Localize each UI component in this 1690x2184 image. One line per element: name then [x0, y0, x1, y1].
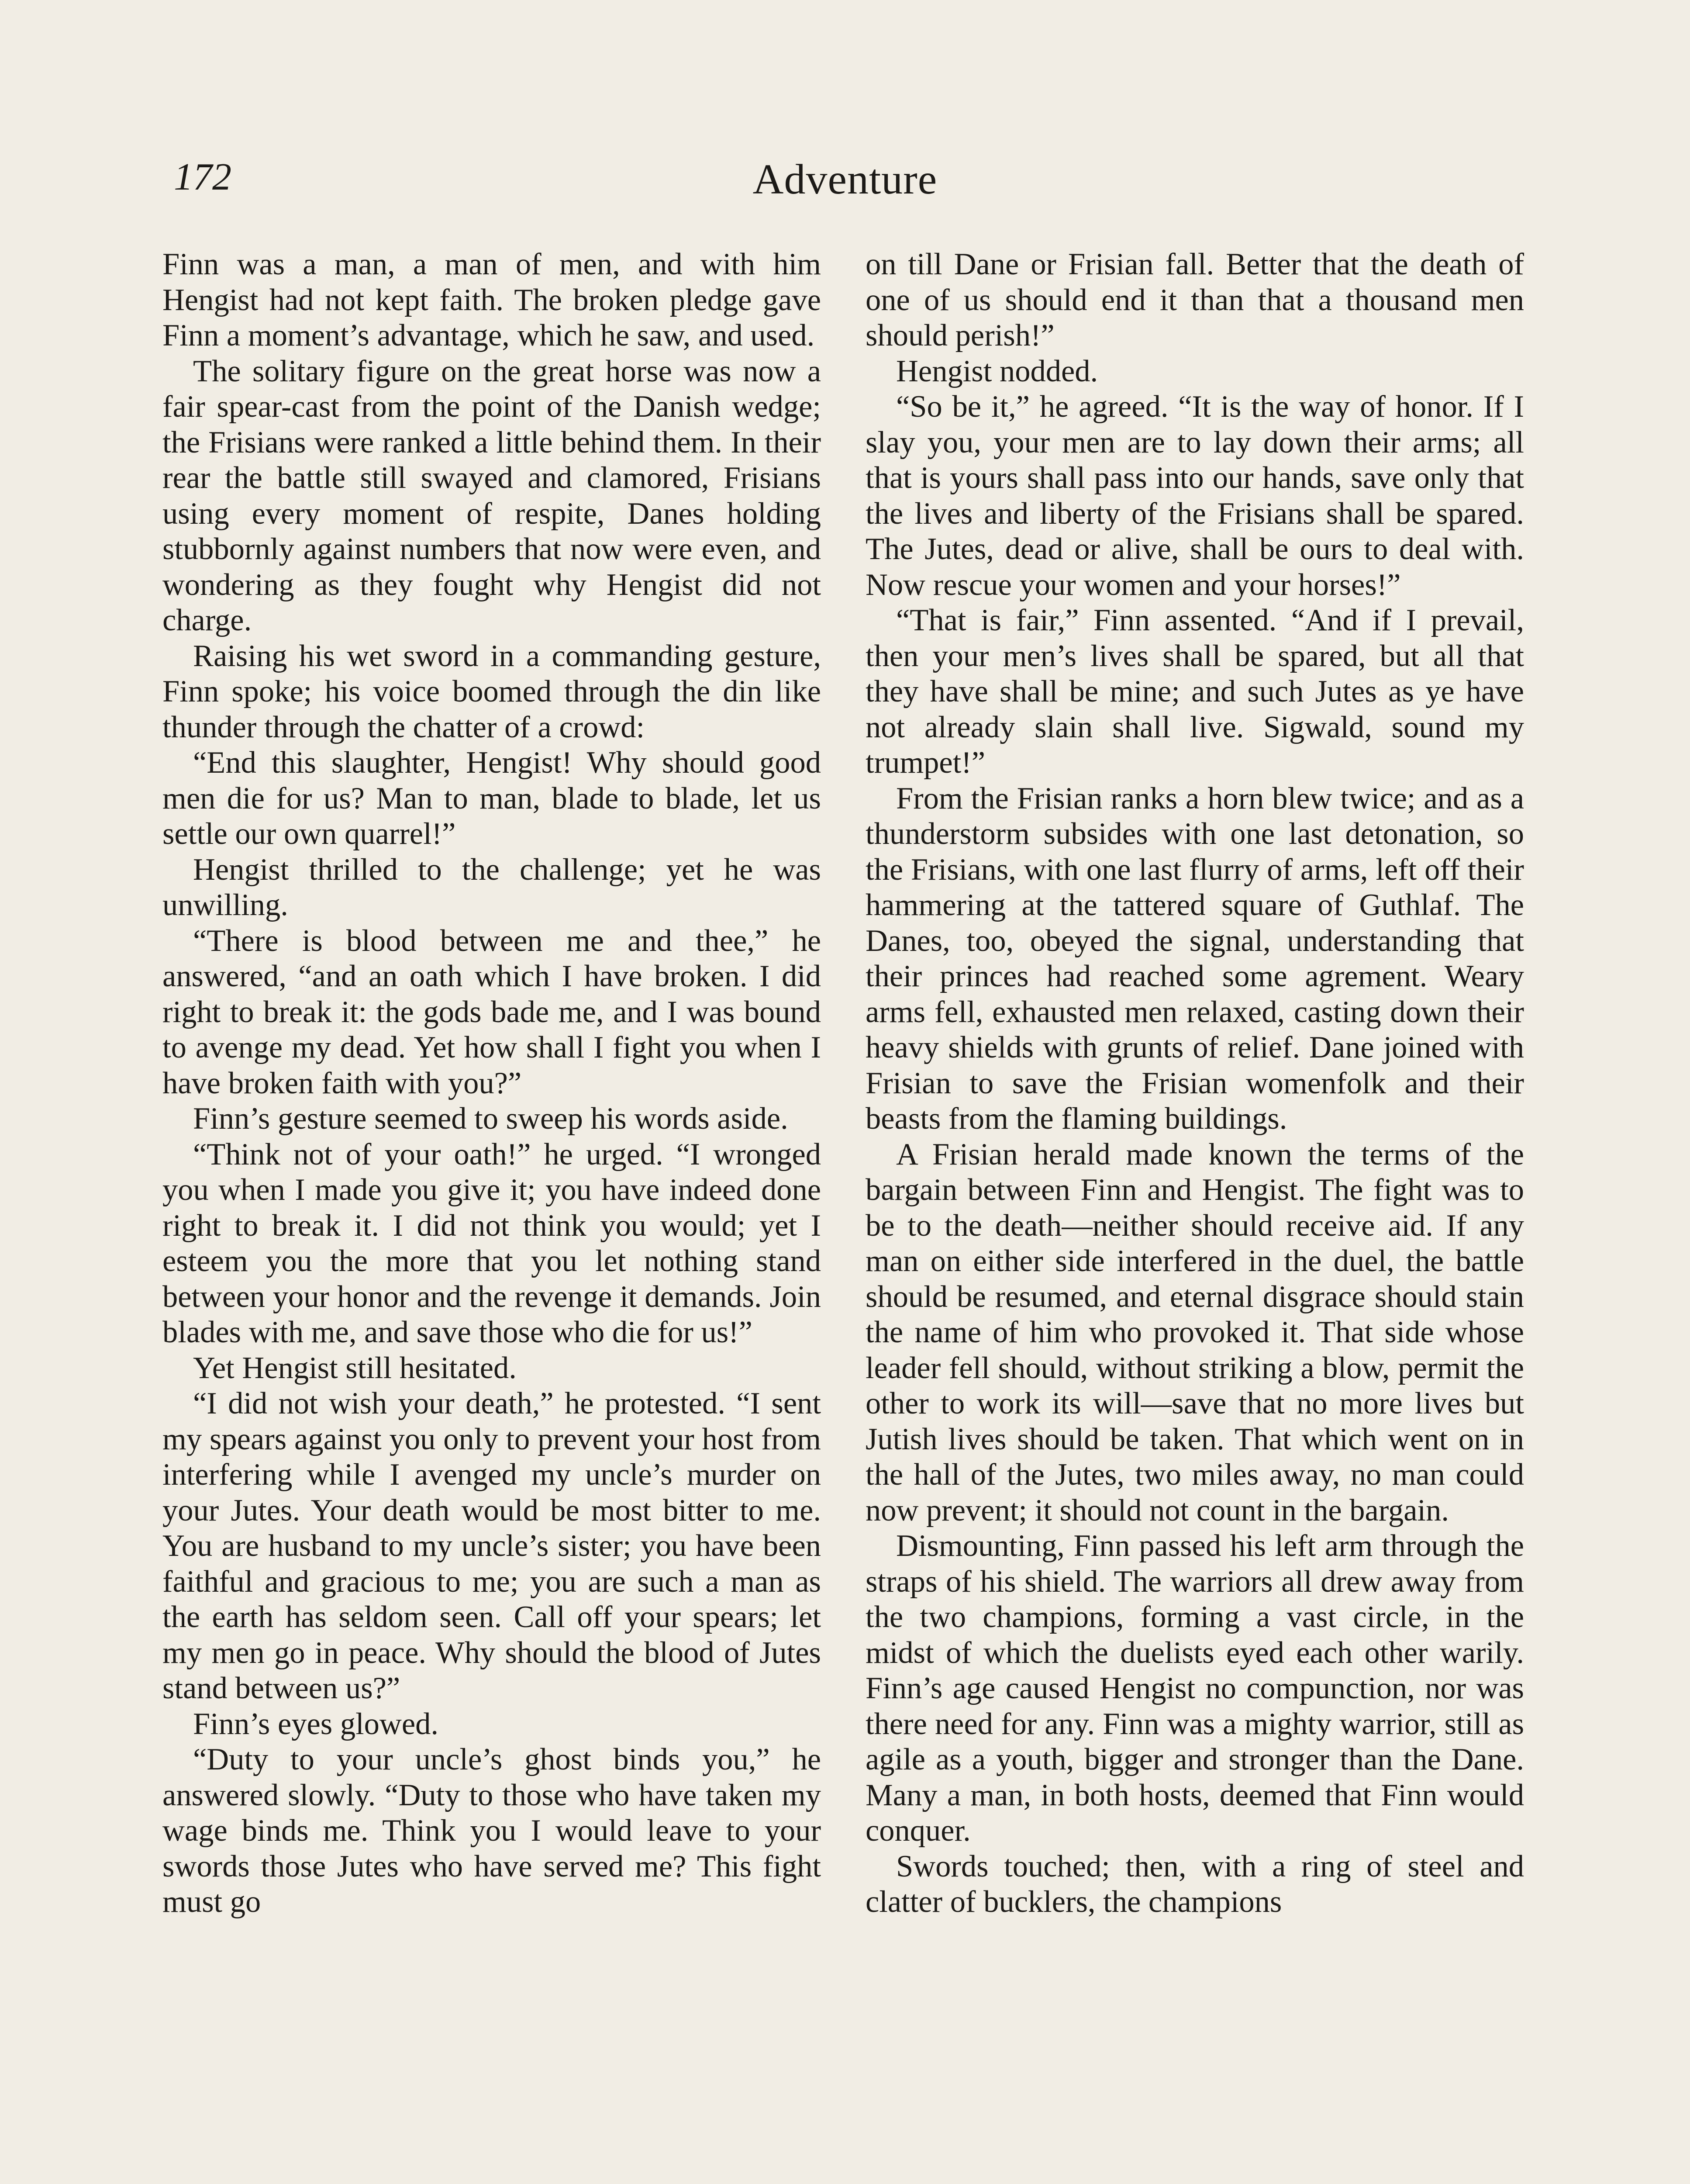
paragraph: Hengist thrilled to the challenge; yet he was unwilling. — [162, 852, 821, 922]
paragraph: Raising his wet sword in a commanding gesture, Finn spoke; his voice boomed through the din like thunder through the chatter of a crowd: — [162, 639, 821, 744]
paragraph: “Think not of your oath!” he urged. “I wronged you when I made you give it; you have indeed done right to break it. I did not think you would; yet I esteem you the more that you let nothing stand between your honor and the revenge it demands. Join blades with me, and save those who die for us!” — [162, 1137, 821, 1349]
paragraph: “Duty to your uncle’s ghost binds you,” he answered slowly. “Duty to those who have taken my wage binds me. Think you I would leave to your swords those Jutes who have served me? This fight must go — [162, 1742, 821, 1919]
paragraph: A Frisian herald made known the terms of the bargain between Finn and Hengist. The fight was to be to the death—neither should receive aid. If any man on either side interfered in the duel, the battle should be resumed, and eternal disgrace should stain the name of him who provoked it. That side whose leader fell should, without striking a blow, permit the other to work its will—save that no more lives but Jutish lives should be taken. That which went on in the hall of the Jutes, two miles away, no man could now prevent; it should not count in the bargain. — [866, 1137, 1524, 1527]
paragraph: Swords touched; then, with a ring of steel and clatter of bucklers, the champions — [866, 1849, 1524, 1919]
paragraph: Yet Hengist still hesitated. — [193, 1351, 517, 1385]
running-head: Adventure — [752, 156, 938, 203]
right-column — [866, 247, 1524, 2184]
paragraph: “That is fair,” Finn assented. “And if I prevail, then your men’s lives shall be spared, but all that they have shall be mine; and such Jutes as ye have not already slain shall live. Sigwald, sound my trumpet!” — [866, 603, 1524, 780]
paragraph: From the Frisian ranks a horn blew twice; and as a thunderstorm subsides with one last detonation, so the Frisians, with one last flurry of arms, left off their hammering at the tattered square of Guthlaf. The Danes, too, obeyed the signal, understanding that their princes had reached some agrement. Weary arms fell, exhausted men relaxed, casting down their heavy shields with grunts of relief. Dane joined with Frisian to save the Frisian womenfolk and their beasts from the flaming buildings. — [866, 781, 1524, 1136]
paragraph: Hengist nodded. — [896, 354, 1098, 388]
left-column — [162, 247, 821, 2184]
paragraph: Finn was a man, a man of men, and with him Hengist had not kept faith. The broken pledge gave Finn a moment’s advantage, which he saw, and used. — [162, 247, 821, 352]
page-number: 172 — [174, 156, 231, 198]
paragraph: Finn’s eyes glowed. — [193, 1707, 439, 1741]
paragraph: Dismounting, Finn passed his left arm through the straps of his shield. The warriors all drew away from the two champions, forming a vast circle, in the midst of which the duelists eyed each other warily. Finn’s age caused Hengist no compunction, nor was there need for any. Finn was a mighty warrior, still as agile as a youth, bigger and stronger than the Dane. Many a man, in both hosts, deemed that Finn would conquer. — [866, 1529, 1524, 1848]
paragraph: The solitary figure on the great horse was now a fair spear-cast from the point of the Danish wedge; the Frisians were ranked a little behind them. In their rear the battle still swayed and clamored, Frisians using every moment of respite, Danes holding stubbornly against numbers that now were even, and wondering as they fought why Hengist did not charge. — [162, 354, 821, 637]
paragraph: “So be it,” he agreed. “It is the way of honor. If I slay you, your men are to lay down their arms; all that is yours shall pass into our hands, save only that the lives and liberty of the Frisians shall be spared. The Jutes, dead or alive, shall be ours to deal with. Now rescue your women and your horses!” — [866, 390, 1524, 602]
paragraph: Finn’s gesture seemed to sweep his words aside. — [193, 1102, 788, 1136]
paragraph: “End this slaughter, Hengist! Why should good men die for us? Man to man, blade to blade, let us settle our own quarrel!” — [162, 746, 821, 851]
paragraph: on till Dane or Frisian fall. Better that the death of one of us should end it than that a thousand men should perish!” — [866, 247, 1524, 352]
paragraph: “There is blood between me and thee,” he answered, “and an oath which I have broken. I did right to break it: the gods bade me, and I was bound to avenge my dead. Yet how shall I fight you when I have broken faith with you?” — [162, 923, 821, 1100]
paragraph: “I did not wish your death,” he protested. “I sent my spears against you only to prevent your host from interfering while I avenged my uncle’s murder on your Jutes. Your death would be most bitter to me. You are husband to my uncle’s sister; you have been faithful and gracious to me; you are such a man as the earth has seldom seen. Call off your spears; let my men go in peace. Why should the blood of Jutes stand between us?” — [162, 1386, 821, 1705]
